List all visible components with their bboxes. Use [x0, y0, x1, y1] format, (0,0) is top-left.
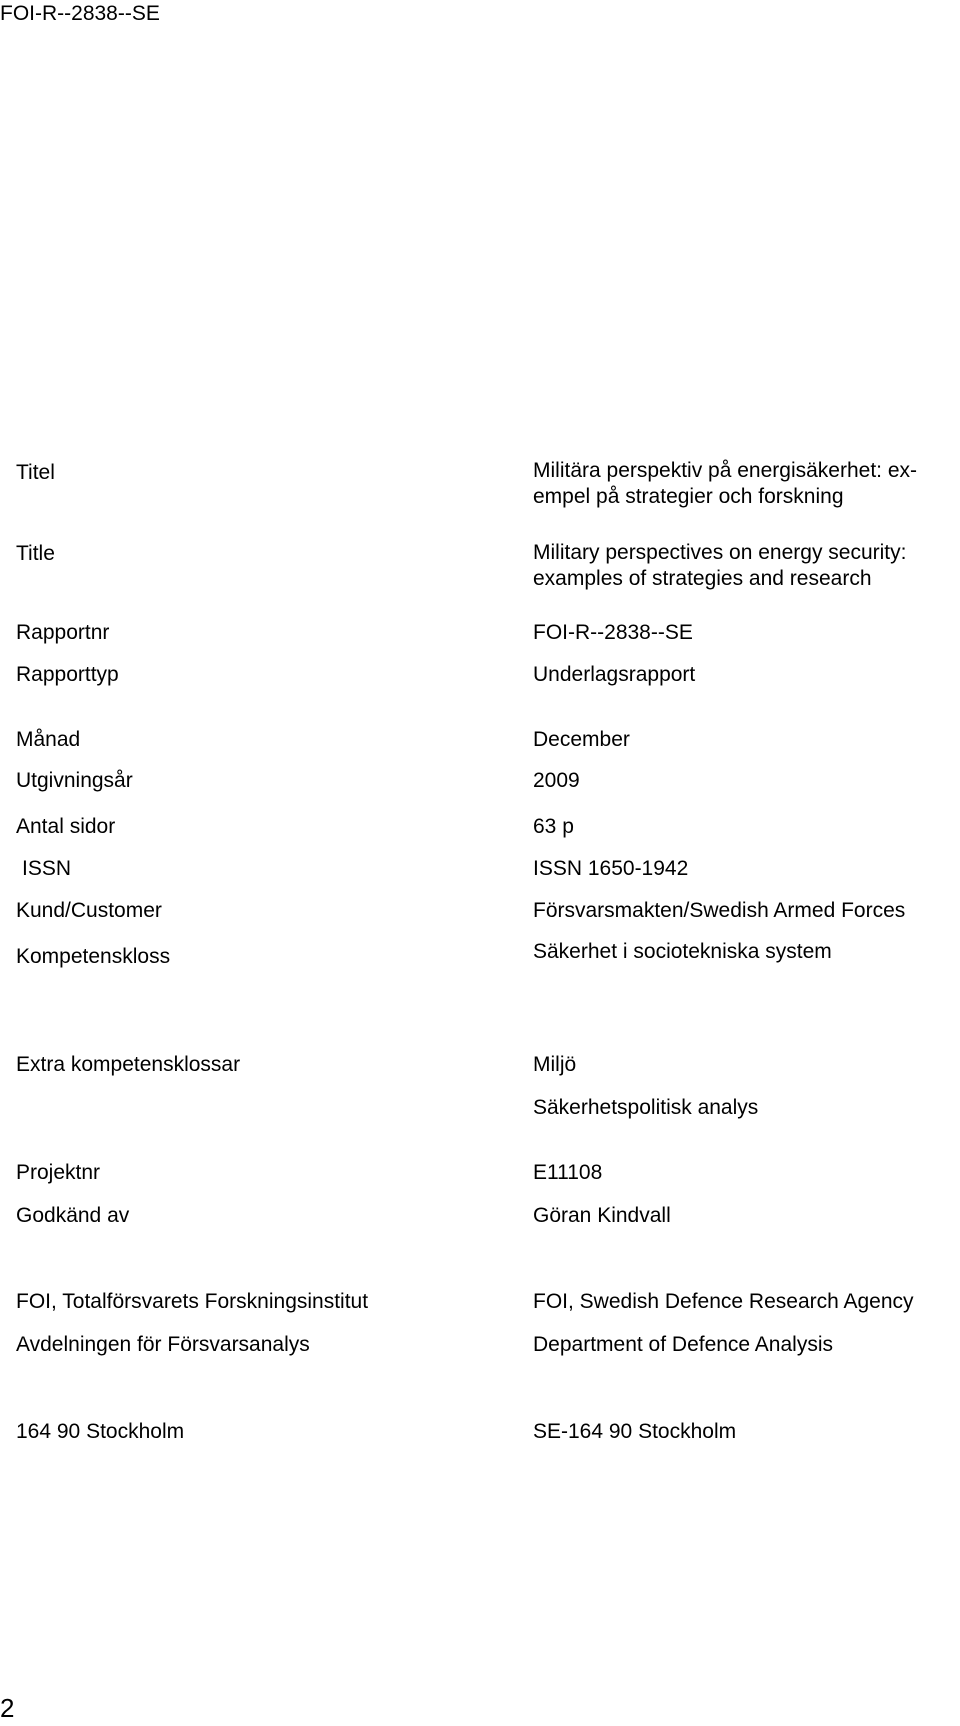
projektnr-value: E11108: [533, 1161, 603, 1184]
org-en-address: SE-164 90 Stockholm: [533, 1420, 737, 1443]
rapporttyp-value: Underlagsrapport: [533, 663, 696, 686]
org-sv-address: 164 90 Stockholm: [16, 1420, 185, 1443]
rapportnr-value: FOI-R--2838--SE: [533, 621, 693, 644]
report-id-header: FOI-R--2838--SE: [0, 2, 160, 25]
titel-label: Titel: [16, 461, 55, 484]
manad-value: December: [533, 728, 630, 751]
rapporttyp-label: Rapporttyp: [16, 663, 119, 686]
title-value-line2: examples of strategies and research: [533, 567, 872, 590]
utgivningsar-label: Utgivningsår: [16, 769, 133, 792]
title-value-line1: Military perspectives on energy security:: [533, 541, 907, 564]
title-label: Title: [16, 542, 55, 565]
extra-value-1: Miljö: [533, 1053, 577, 1076]
kund-label: Kund/Customer: [16, 899, 162, 922]
kund-value: Försvarsmakten/Swedish Armed Forces: [533, 899, 906, 922]
antal-sidor-label: Antal sidor: [16, 815, 116, 838]
manad-label: Månad: [16, 728, 81, 751]
extra-label: Extra kompetensklossar: [16, 1053, 241, 1076]
rapportnr-label: Rapportnr: [16, 621, 110, 644]
kompetenskloss-label: Kompetenskloss: [16, 945, 171, 968]
page-number: 2: [0, 1693, 15, 1723]
titel-value-line1: Militära perspektiv på energisäkerhet: ex-: [533, 459, 918, 482]
issn-label: ISSN: [22, 857, 72, 880]
kompetenskloss-value: Säkerhet i sociotekniska system: [533, 940, 832, 963]
projektnr-label: Projektnr: [16, 1161, 101, 1184]
antal-sidor-value: 63 p: [533, 815, 574, 838]
org-sv-dept: Avdelningen för Försvarsanalys: [16, 1333, 310, 1356]
issn-value: ISSN 1650-1942: [533, 857, 689, 880]
utgivningsar-value: 2009: [533, 769, 580, 792]
extra-value-2: Säkerhetspolitisk analys: [533, 1096, 759, 1119]
titel-value-line2: empel på strategier och forskning: [533, 485, 844, 508]
org-en-dept: Department of Defence Analysis: [533, 1333, 833, 1356]
godkand-label: Godkänd av: [16, 1204, 130, 1227]
godkand-value: Göran Kindvall: [533, 1204, 671, 1227]
org-en-name: FOI, Swedish Defence Research Agency: [533, 1290, 914, 1313]
org-sv-name: FOI, Totalförsvarets Forskningsinstitut: [16, 1290, 369, 1313]
